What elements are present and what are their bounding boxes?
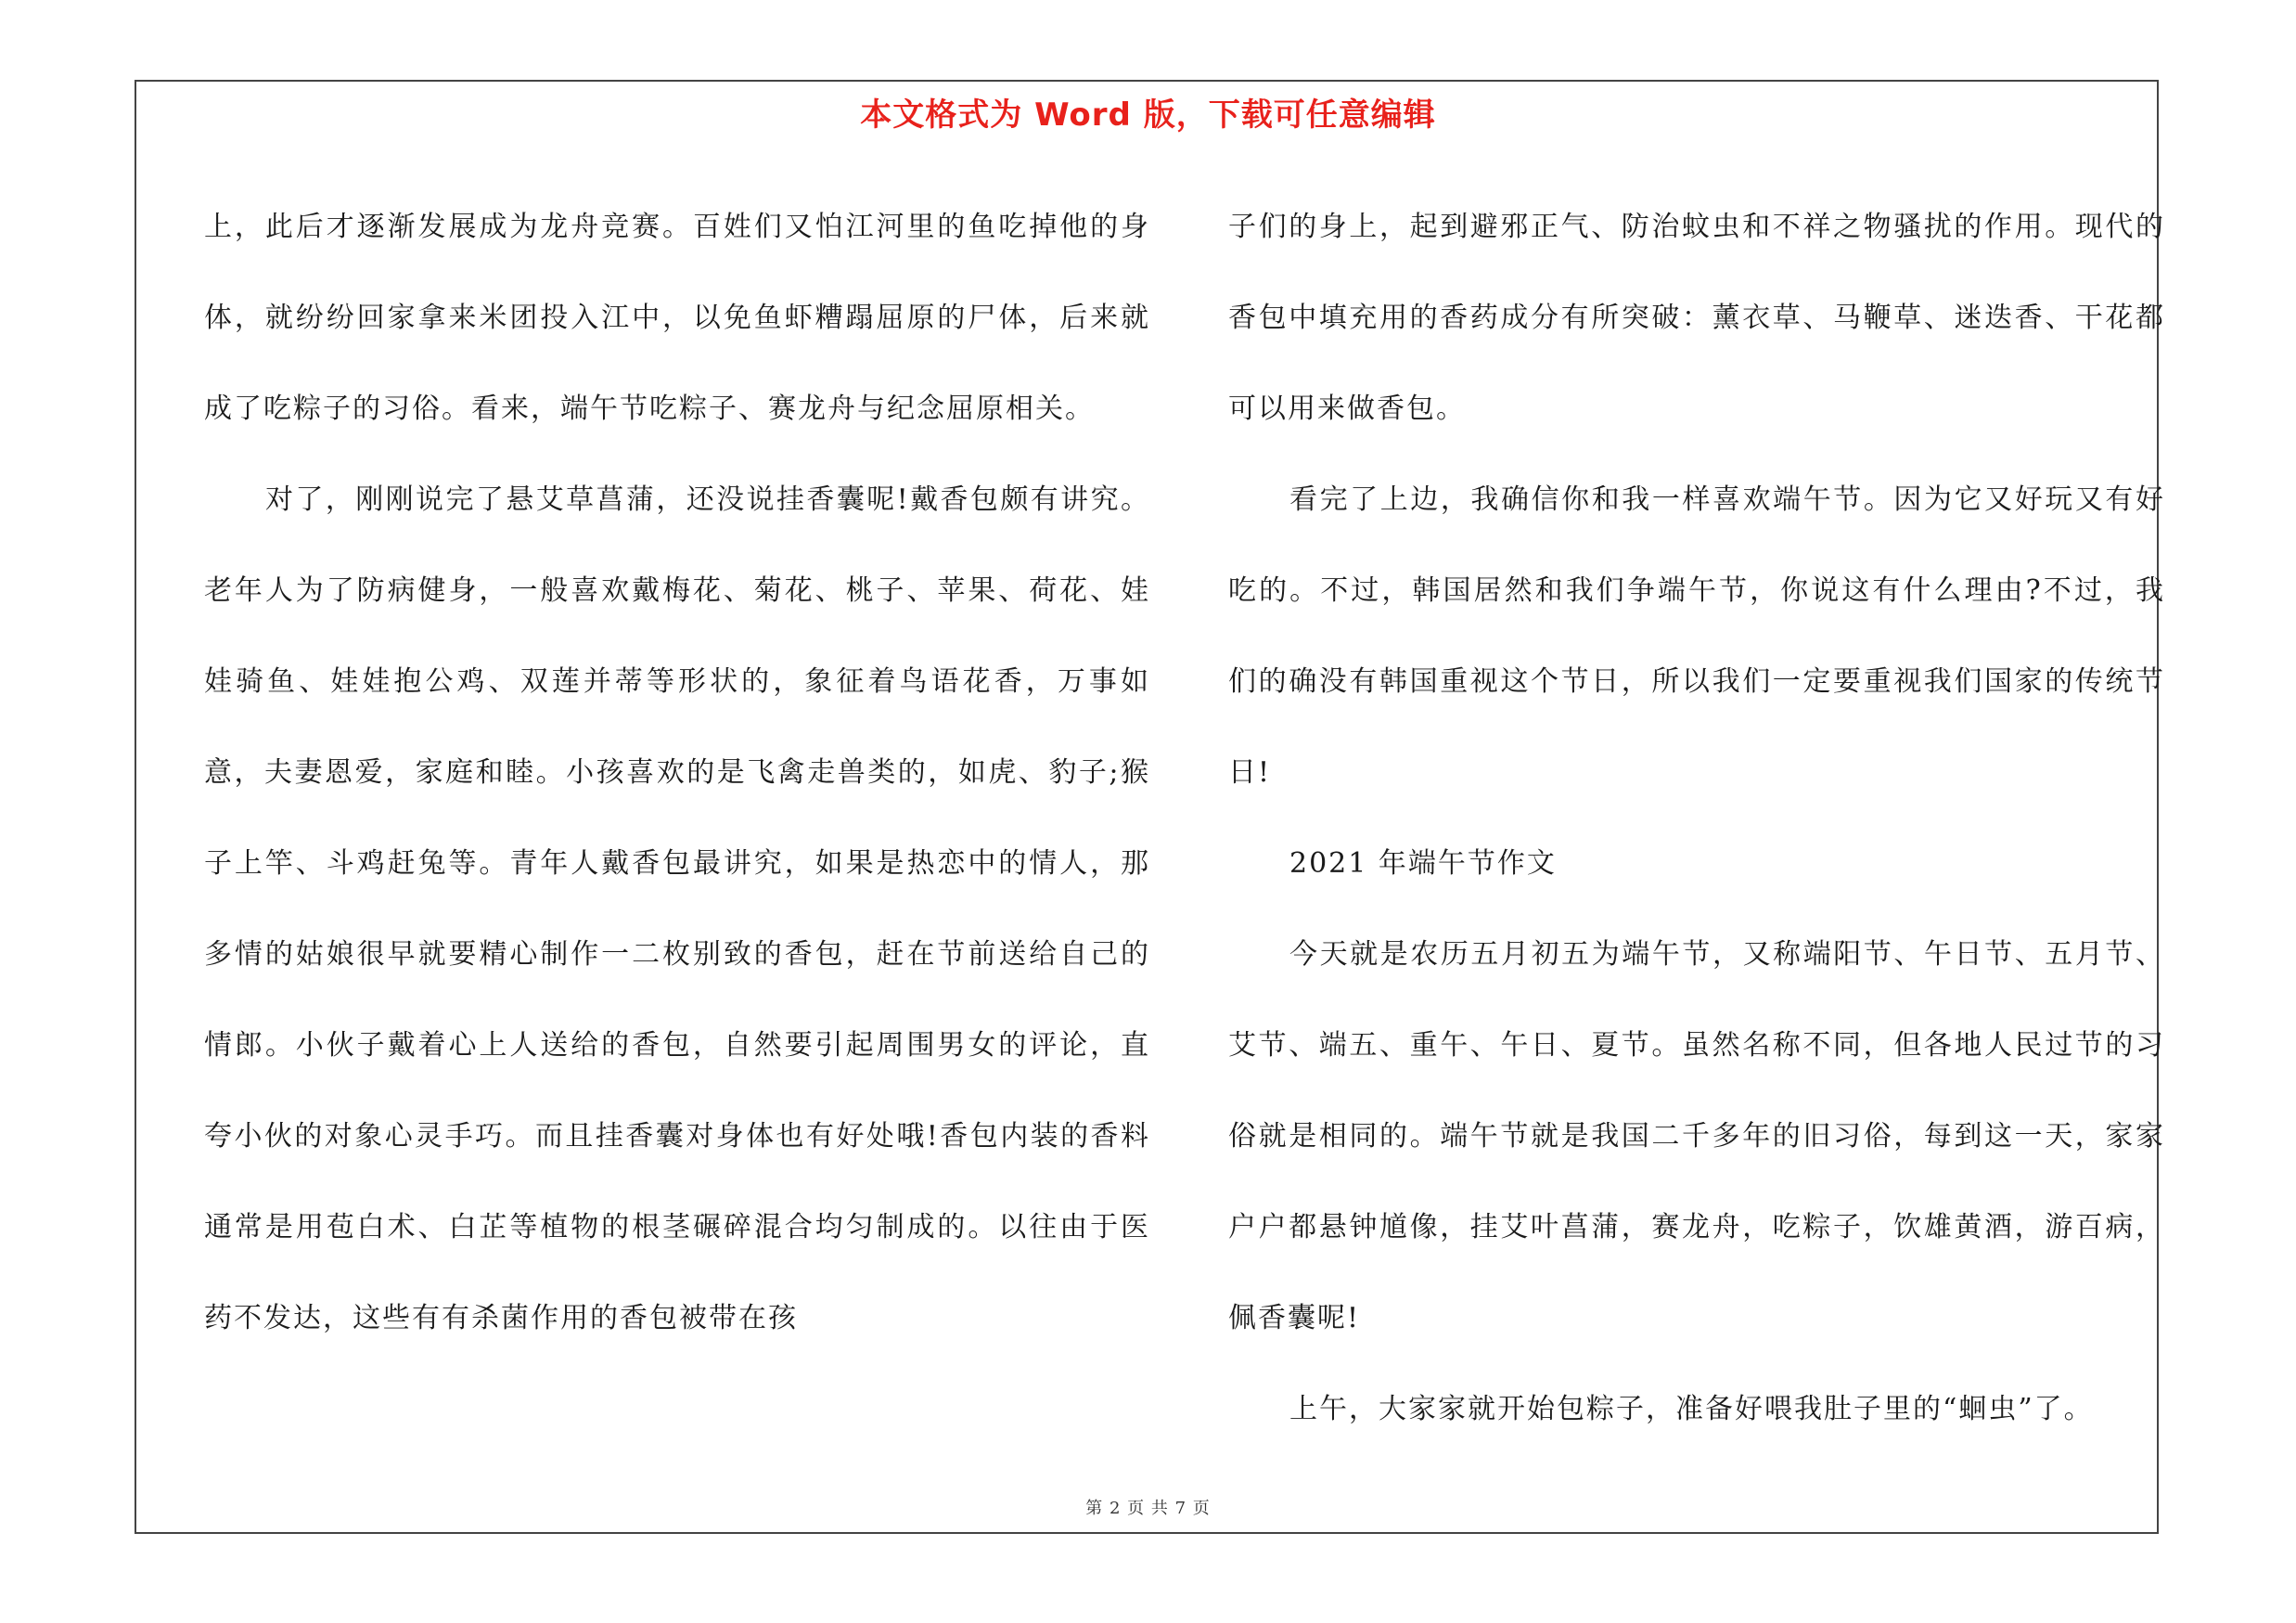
paragraph: 上，此后才逐渐发展成为龙舟竞赛。百姓们又怕江河里的鱼吃掉他的身体，就纷纷回家拿来米团投入江中，以免鱼虾糟蹋屈原的尸体，后来就成了吃粽子的习俗。看来，端午节吃粽子、赛龙舟与纪念屈原相关。 bbox=[204, 211, 1150, 425]
left-text-column bbox=[204, 182, 1150, 1364]
paragraph: 今天就是农历五月初五为端午节，又称端阳节、午日节、五月节、艾节、端五、重午、午日、夏节。虽然名称不同，但各地人民过节的习俗就是相同的。端午节就是我国二千多年的旧习俗，每到这一天，家家户户都悬钟馗像，挂艾叶菖蒲，赛龙舟，吃粽子，饮雄黄酒，游百病，佩香囊呢! bbox=[1228, 938, 2165, 1334]
section-heading: 2021 年端午节作文 bbox=[1289, 847, 1557, 880]
word-format-banner: 本文格式为 Word 版，下载可任意编辑 bbox=[860, 97, 1436, 134]
right-text-column bbox=[1228, 182, 2165, 1455]
paragraph: 上午，大家家就开始包粽子，准备好喂我肚子里的“蛔虫”了。 bbox=[1289, 1393, 2094, 1425]
paragraph: 看完了上边，我确信你和我一样喜欢端午节。因为它又好玩又有好吃的。不过，韩国居然和我们争端午节，你说这有什么理由?不过，我们的确没有韩国重视这个节日，所以我们一定要重视我们国家的传统节日! bbox=[1228, 483, 2165, 789]
page-number-footer: 第 2 页 共 7 页 bbox=[1085, 1499, 1211, 1518]
paragraph: 对了，刚刚说完了悬艾草菖蒲，还没说挂香囊呢!戴香包颇有讲究。老年人为了防病健身，一般喜欢戴梅花、菊花、桃子、苹果、荷花、娃娃骑鱼、娃娃抱公鸡、双莲并蒂等形状的，象征着鸟语花香，万事如意，夫妻恩爱，家庭和睦。小孩喜欢的是飞禽走兽类的，如虎、豹子;猴子上竿、斗鸡赶兔等。青年人戴香包最讲究，如果是热恋中的情人，那多情的姑娘很早就要精心制作一二枚别致的香包，赶在节前送给自己的情郎。小伙子戴着心上人送给的香包，自然要引起周围男女的评论，直夸小伙的对象心灵手巧。而且挂香囊对身体也有好处哦!香包内装的香料通常是用苞白术、白芷等植物的根茎碾碎混合均匀制成的。以往由于医药不发达，这些有有杀菌作用的香包被带在孩 bbox=[204, 483, 1150, 1334]
paragraph: 子们的身上，起到避邪正气、防治蚊虫和不祥之物骚扰的作用。现代的香包中填充用的香药成分有所突破：薰衣草、马鞭草、迷迭香、干花都可以用来做香包。 bbox=[1228, 211, 2165, 425]
